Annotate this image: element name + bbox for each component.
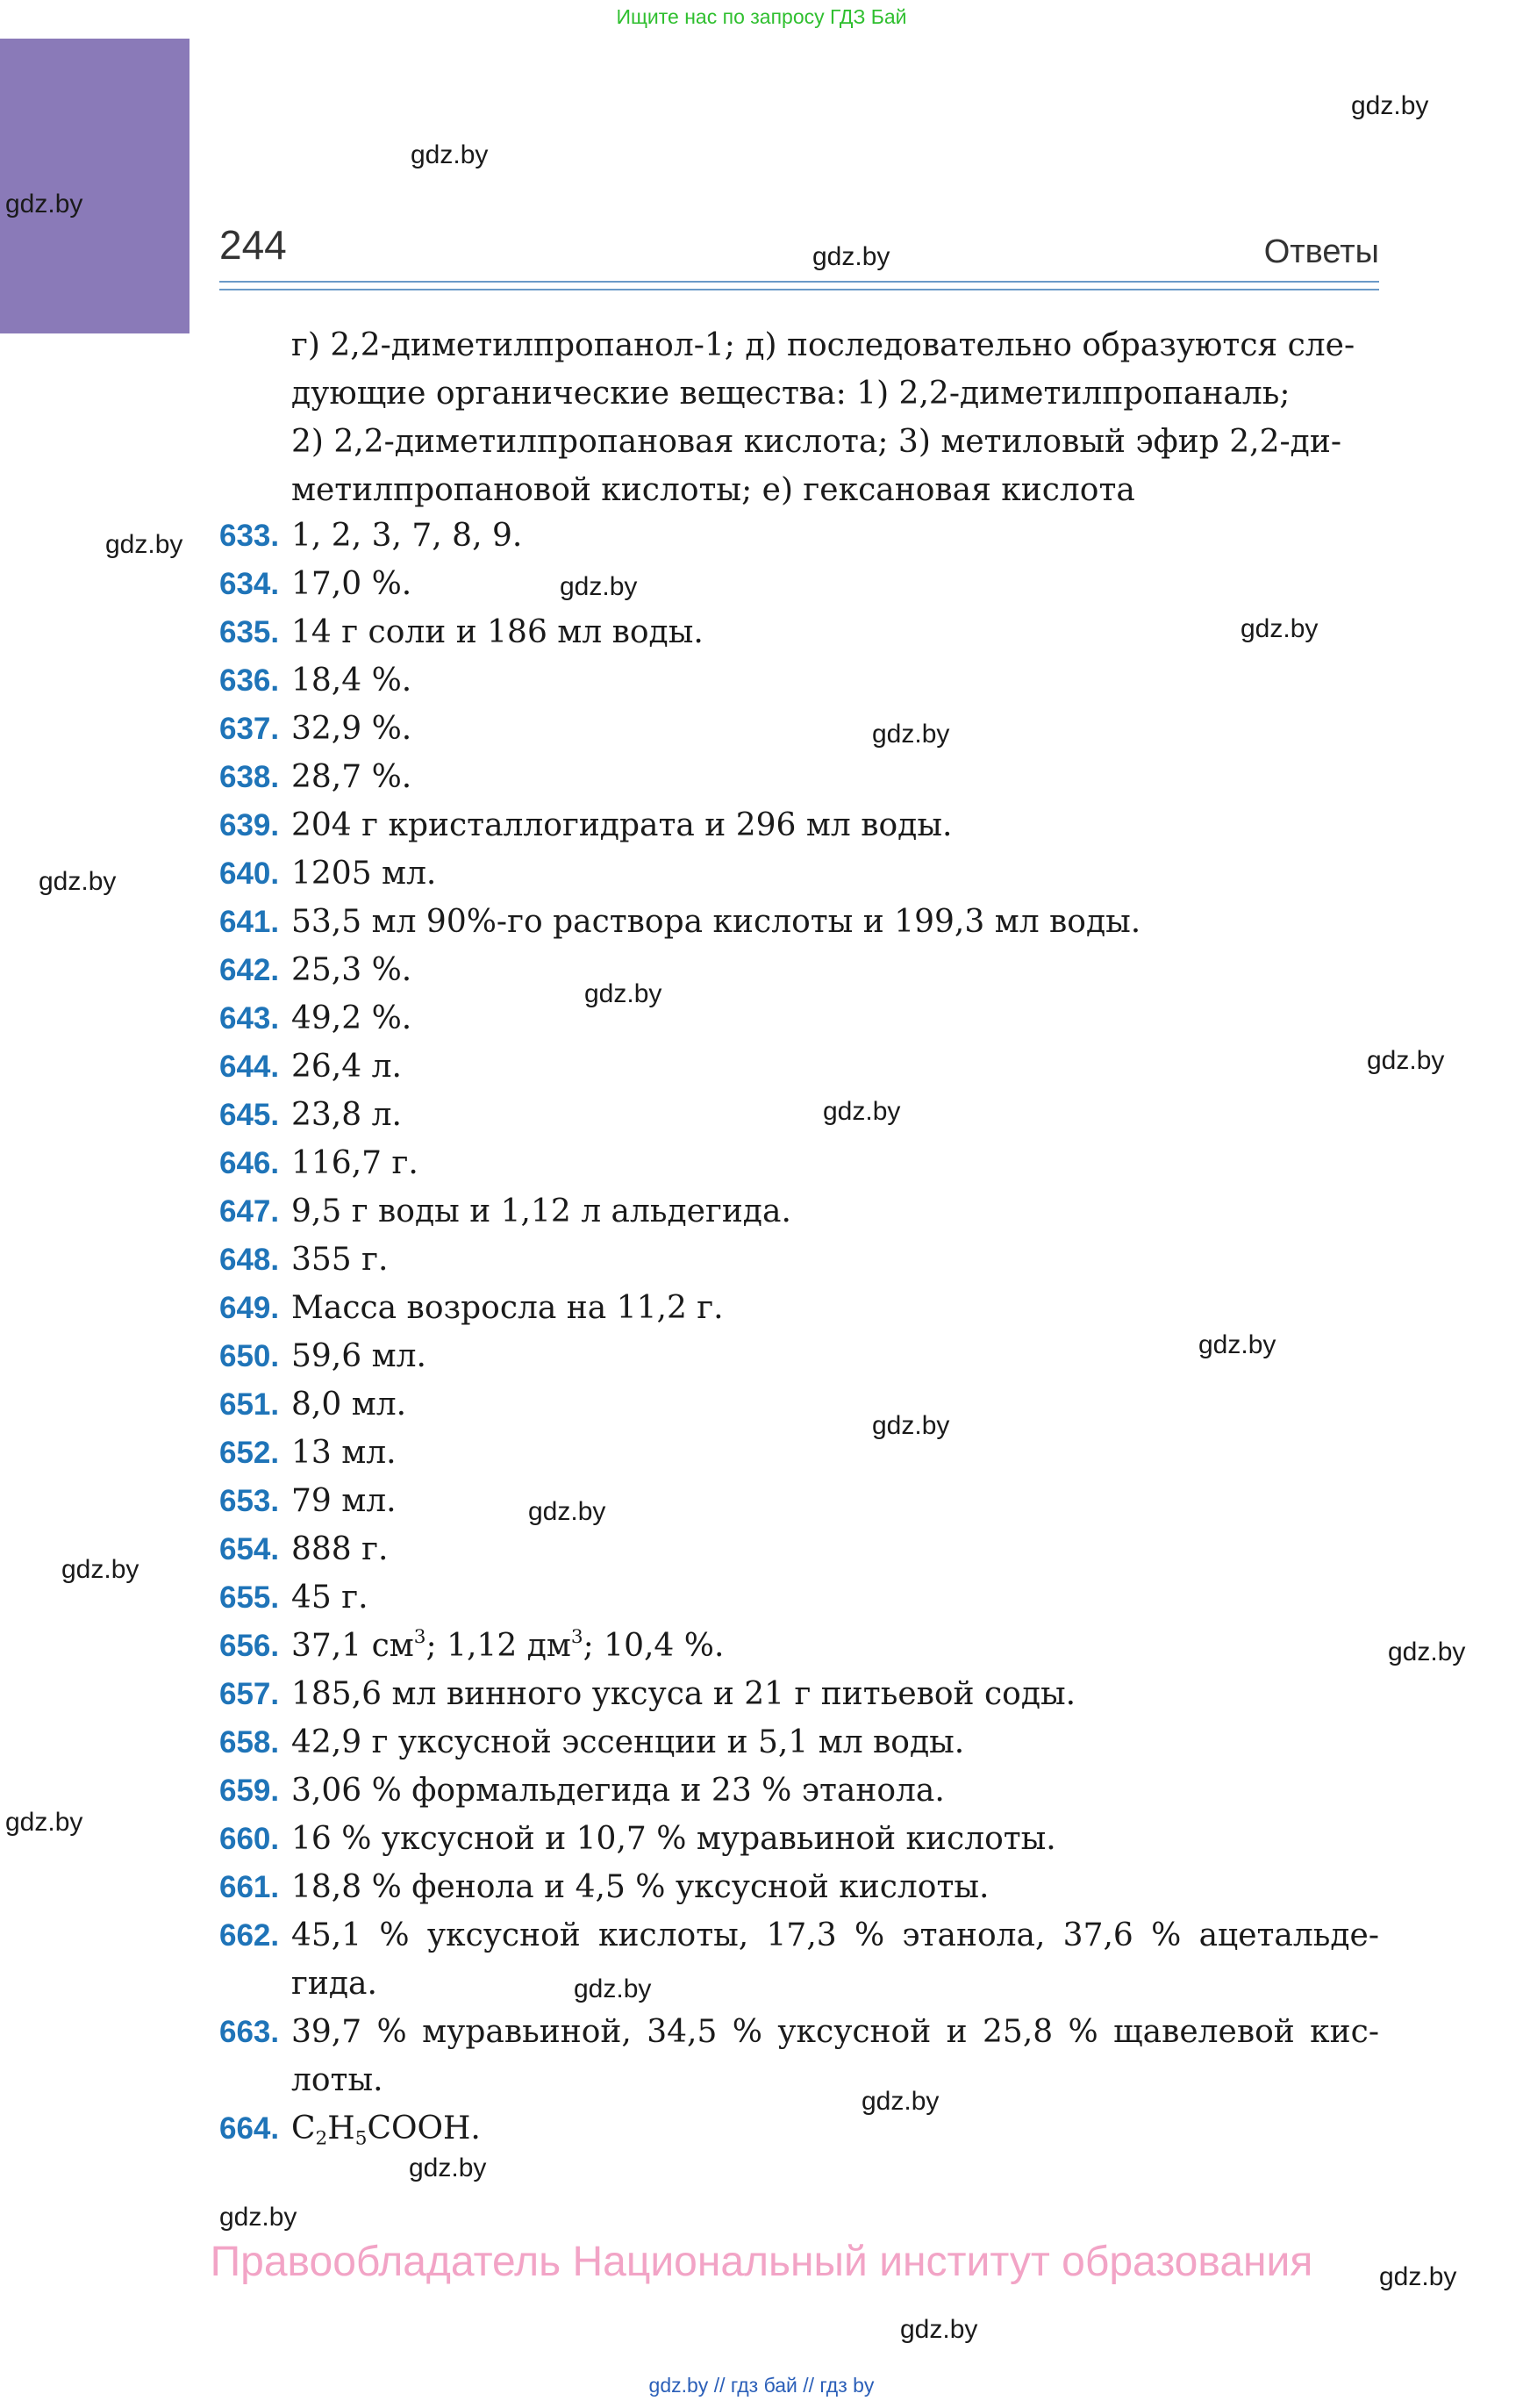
answer-item xyxy=(219,1863,1379,1911)
answer-item xyxy=(219,1767,1379,1815)
watermark: gdz.by xyxy=(584,979,662,1008)
intro-line: 2) 2,2-диметилпропановая кислота; 3) метиловый эфир 2,2-ди- xyxy=(291,424,1341,460)
answer-text xyxy=(291,1622,1379,1670)
answer-number: 647. xyxy=(219,1194,280,1229)
answer-text: 1205 мл. xyxy=(291,856,437,892)
answer-text-part: 37,1 см xyxy=(291,1628,414,1664)
copyright-footer: Правообладатель Национальный институт образования xyxy=(210,2239,1313,2285)
intro-line: г) 2,2-диметилпропанол-1; д) последовательно образуются сле- xyxy=(291,327,1355,363)
answer-text: 13 мл. xyxy=(291,1435,397,1471)
answer-item xyxy=(219,1525,1379,1573)
answer-item xyxy=(219,1380,1379,1429)
answer-text: 355 г. xyxy=(291,1242,389,1278)
header-rule-bottom xyxy=(219,289,1379,290)
answer-number: 634. xyxy=(219,567,280,601)
answer-item xyxy=(219,705,1379,753)
answer-item xyxy=(219,560,1379,608)
answer-number: 663. xyxy=(219,2015,280,2049)
answer-number: 639. xyxy=(219,808,280,842)
watermark: gdz.by xyxy=(105,530,183,559)
answer-text-part: H xyxy=(327,2111,355,2146)
answer-number: 643. xyxy=(219,1001,280,1036)
answer-number: 635. xyxy=(219,615,280,649)
answer-text: Масса возросла на 11,2 г. xyxy=(291,1290,724,1326)
watermark: gdz.by xyxy=(219,2203,297,2232)
answer-text: 59,6 мл. xyxy=(291,1338,426,1374)
answer-text: 26,4 л. xyxy=(291,1049,402,1085)
watermark: gdz.by xyxy=(528,1497,606,1526)
answer-text-part: ; 1,12 дм xyxy=(425,1628,571,1664)
answer-text: 45,1 % уксусной кислоты, 17,3 % этанола, 37,6 % ацетальде-гида. xyxy=(291,1917,1379,2002)
answer-number: 658. xyxy=(219,1725,280,1759)
answer-text-part: 2 xyxy=(315,2127,328,2150)
watermark: gdz.by xyxy=(872,1411,950,1440)
intro-line: метилпропановой кислоты; е) гексановая кислота xyxy=(291,472,1135,508)
answer-item xyxy=(219,2104,1379,2162)
answer-item xyxy=(219,1091,1379,1139)
answer-text: 204 г кристаллогидрата и 296 мл воды. xyxy=(291,807,953,843)
watermark: gdz.by xyxy=(5,190,83,219)
answer-text: 16 % уксусной и 10,7 % муравьиной кислоты. xyxy=(291,1821,1056,1857)
answer-text: 1, 2, 3, 7, 8, 9. xyxy=(291,518,523,554)
answer-item xyxy=(219,656,1379,705)
watermark: gdz.by xyxy=(61,1555,139,1584)
answer-item xyxy=(219,1718,1379,1767)
answer-item xyxy=(219,1139,1379,1187)
watermark: gdz.by xyxy=(823,1097,901,1126)
answer-text: 42,9 г уксусной эссенции и 5,1 мл воды. xyxy=(291,1724,965,1760)
answer-number: 660. xyxy=(219,1822,280,1856)
answer-item xyxy=(219,608,1379,656)
answer-number: 640. xyxy=(219,856,280,891)
watermark: gdz.by xyxy=(560,572,638,601)
answer-text: 45 г. xyxy=(291,1580,368,1616)
watermark: gdz.by xyxy=(574,1974,652,2003)
answer-number: 656. xyxy=(219,1629,280,1663)
watermark: gdz.by xyxy=(862,2087,940,2116)
answer-number: 651. xyxy=(219,1387,280,1422)
watermark: gdz.by xyxy=(1351,91,1429,120)
answer-number: 659. xyxy=(219,1774,280,1808)
watermark: gdz.by xyxy=(812,242,890,271)
answer-text: 888 г. xyxy=(291,1531,389,1567)
top-banner: Ищите нас по запросу ГДЗ Бай xyxy=(616,5,907,28)
answer-text: 23,8 л. xyxy=(291,1097,402,1133)
watermark: gdz.by xyxy=(1241,614,1319,643)
answer-item xyxy=(219,1670,1379,1718)
answer-number: 664. xyxy=(219,2111,280,2146)
answer-text-part: ; 10,4 %. xyxy=(583,1628,725,1664)
answer-text: 18,4 %. xyxy=(291,663,412,699)
answer-number: 646. xyxy=(219,1146,280,1180)
answer-text: 8,0 мл. xyxy=(291,1387,407,1423)
answer-item xyxy=(219,1815,1379,1863)
answer-text: 53,5 мл 90%-го раствора кислоты и 199,3 мл воды. xyxy=(291,904,1141,940)
watermark: gdz.by xyxy=(1367,1046,1445,1075)
answer-number: 633. xyxy=(219,519,280,553)
answer-number: 638. xyxy=(219,760,280,794)
answer-number: 642. xyxy=(219,953,280,987)
continued-answer xyxy=(291,321,1379,514)
answer-item xyxy=(219,1284,1379,1332)
page-corner-tab xyxy=(0,39,189,333)
answer-item xyxy=(219,1622,1379,1670)
watermark: gdz.by xyxy=(900,2315,978,2344)
answer-text: 39,7 % муравьиной, 34,5 % уксусной и 25,8 % щавелевой кис-лоты. xyxy=(291,2014,1379,2098)
answer-number: 637. xyxy=(219,712,280,746)
section-title: Ответы xyxy=(1263,233,1379,270)
answer-text-part: 3 xyxy=(413,1625,426,1648)
answer-item xyxy=(219,512,1379,560)
answer-item xyxy=(219,849,1379,898)
watermark: gdz.by xyxy=(1198,1330,1276,1359)
answer-number: 644. xyxy=(219,1050,280,1084)
answer-item xyxy=(219,1187,1379,1236)
answer-text-part: 5 xyxy=(354,2127,368,2150)
answer-text: 3,06 % формальдегида и 23 % этанола. xyxy=(291,1773,945,1809)
answer-number: 636. xyxy=(219,663,280,698)
answer-text: 32,9 %. xyxy=(291,711,412,747)
answer-item xyxy=(219,994,1379,1043)
watermark: gdz.by xyxy=(409,2154,487,2182)
header-rule-top xyxy=(219,281,1379,283)
answer-item xyxy=(219,1477,1379,1525)
answer-text: 79 мл. xyxy=(291,1483,397,1519)
answer-number: 654. xyxy=(219,1532,280,1566)
answer-item xyxy=(219,1573,1379,1622)
watermark: gdz.by xyxy=(5,1808,83,1837)
answer-text: 9,5 г воды и 1,12 л альдегида. xyxy=(291,1193,791,1229)
answer-item xyxy=(219,1236,1379,1284)
watermark: gdz.by xyxy=(1379,2262,1457,2291)
watermark: gdz.by xyxy=(1388,1638,1466,1666)
answer-number: 650. xyxy=(219,1339,280,1373)
watermark: gdz.by xyxy=(411,140,489,169)
answer-item xyxy=(219,1429,1379,1477)
answer-number: 641. xyxy=(219,905,280,939)
answer-text-part: 3 xyxy=(570,1625,583,1648)
answer-text: 18,8 % фенола и 4,5 % уксусной кислоты. xyxy=(291,1869,990,1905)
answer-text: 49,2 %. xyxy=(291,1000,412,1036)
answer-text: 25,3 %. xyxy=(291,952,412,988)
answer-number: 648. xyxy=(219,1243,280,1277)
answer-number: 662. xyxy=(219,1918,280,1953)
answer-number: 657. xyxy=(219,1677,280,1711)
watermark: gdz.by xyxy=(872,720,950,749)
answer-text: 28,7 %. xyxy=(291,759,412,795)
answer-text: 185,6 мл винного уксуса и 21 г питьевой соды. xyxy=(291,1676,1076,1712)
answer-number: 655. xyxy=(219,1580,280,1615)
answer-item xyxy=(219,801,1379,849)
answer-item xyxy=(219,1043,1379,1091)
watermark: gdz.by xyxy=(39,867,117,896)
answer-item xyxy=(219,2008,1379,2104)
answer-item xyxy=(219,946,1379,994)
answer-item xyxy=(219,753,1379,801)
bottom-links[interactable]: gdz.by // гдз бай // гдз by xyxy=(648,2374,875,2397)
answer-text-part: COOH. xyxy=(367,2111,481,2146)
answer-item xyxy=(219,898,1379,946)
intro-line: дующие органические вещества: 1) 2,2-диметилпропаналь; xyxy=(291,376,1291,412)
answer-text-part: C xyxy=(291,2111,316,2146)
answer-text: 14 г соли и 186 мл воды. xyxy=(291,614,704,650)
answer-number: 645. xyxy=(219,1098,280,1132)
page-number: 244 xyxy=(219,222,287,268)
answer-number: 652. xyxy=(219,1436,280,1470)
answer-text: 116,7 г. xyxy=(291,1145,418,1181)
answer-number: 649. xyxy=(219,1291,280,1325)
answer-number: 653. xyxy=(219,1484,280,1518)
answer-number: 661. xyxy=(219,1870,280,1904)
answer-item xyxy=(219,1911,1379,2008)
answer-text: 17,0 %. xyxy=(291,566,412,602)
